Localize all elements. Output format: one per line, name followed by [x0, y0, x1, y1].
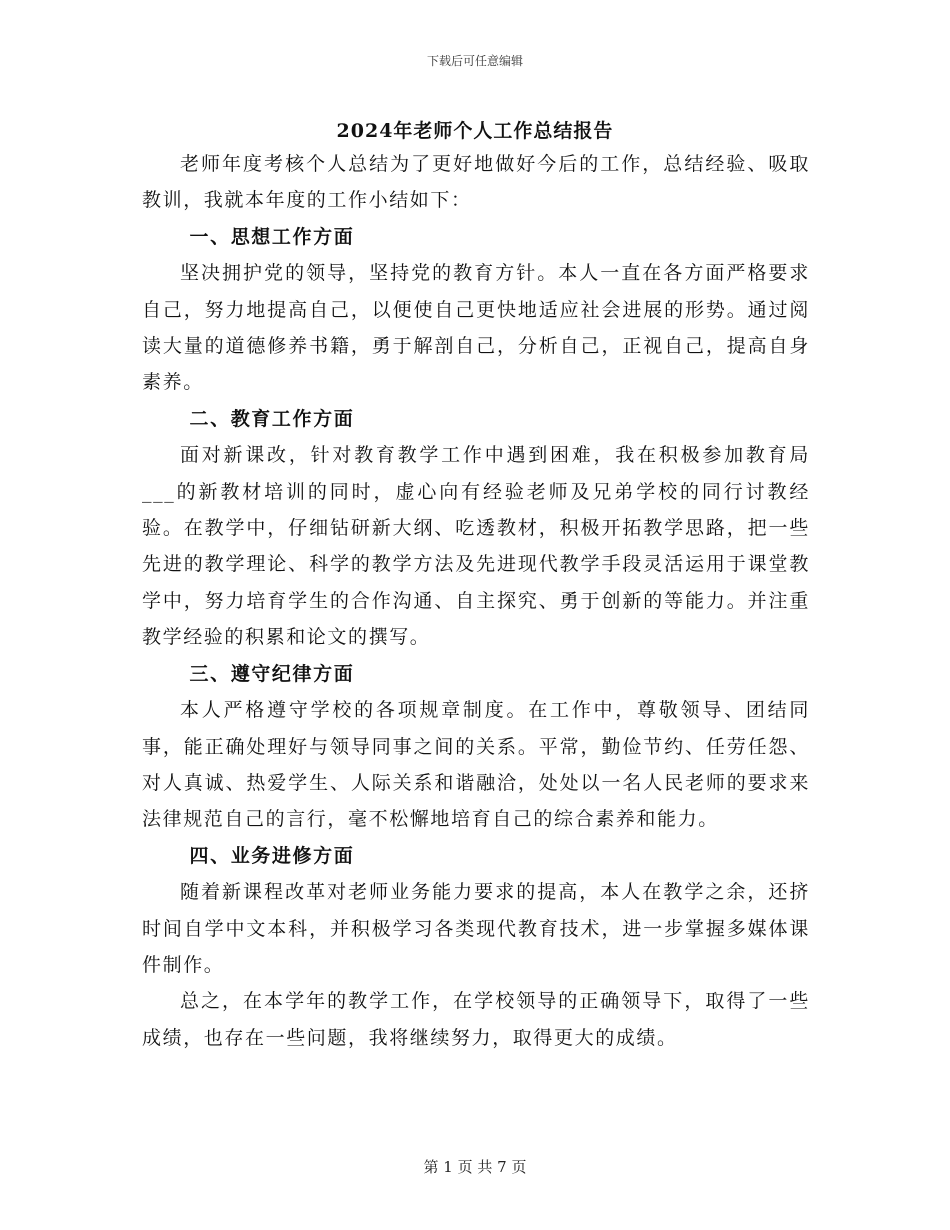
- section-text-study: 随着新课程改革对老师业务能力要求的提高，本人在教学之余，还挤时间自学中文本科，并积极学习各类现代教育技术，进一步掌握多媒体课件制作。: [142, 881, 810, 976]
- section-heading-education: 二、教育工作方面: [189, 407, 355, 430]
- intro-paragraph: 老师年度考核个人总结为了更好地做好今后的工作，总结经验、吸取教训，我就本年度的工作小结如下：: [142, 153, 810, 212]
- page-footer: 第 1 页 共 7 页: [423, 1158, 527, 1176]
- section-heading-thought: 一、思想工作方面: [189, 225, 355, 248]
- section-text-thought: 坚决拥护党的领导，坚持党的教育方针。本人一直在各方面严格要求自己，努力地提高自己，以便使自己更快地适应社会进展的形势。通过阅读大量的道德修养书籍，勇于解剖自己，分析自己，正视自己，提高自身素养。: [142, 262, 810, 394]
- section-heading-study: 四、业务进修方面: [189, 844, 355, 867]
- document-title: 2024年老师个人工作总结报告: [336, 120, 614, 142]
- section-text-education: 面对新课改，针对教育教学工作中遇到困难，我在积极参加教育局___的新教材培训的同时，虚心向有经验老师及兄弟学校的同行讨教经验。在教学中，仔细钻研新大纲、吃透教材，积极开拓教学思路，把一些先进的教学理论、科学的教学方法及先进现代教学手段灵活运用于课堂教学中，努力培育学生的合作沟通、自主探究、勇于创新的等能力。并注重教学经验的积累和论文的撰写。: [142, 444, 810, 649]
- section-heading-discipline: 三、遵守纪律方面: [189, 662, 355, 685]
- section-text-discipline: 本人严格遵守学校的各项规章制度。在工作中，尊敬领导、团结同事，能正确处理好与领导同事之间的关系。平常，勤俭节约、任劳任怨、对人真诚、热爱学生、人际关系和谐融洽，处处以一名人民老师的要求来法律规范自己的言行，毫不松懈地培育自己的综合素养和能力。: [142, 699, 810, 831]
- document-body: [142, 146, 810, 1056]
- page-header: 下载后可任意编辑: [426, 54, 523, 68]
- conclusion-paragraph: 总之，在本学年的教学工作，在学校领导的正确领导下，取得了一些成绩，也存在一些问题，我将继续努力，取得更大的成绩。: [142, 990, 810, 1049]
